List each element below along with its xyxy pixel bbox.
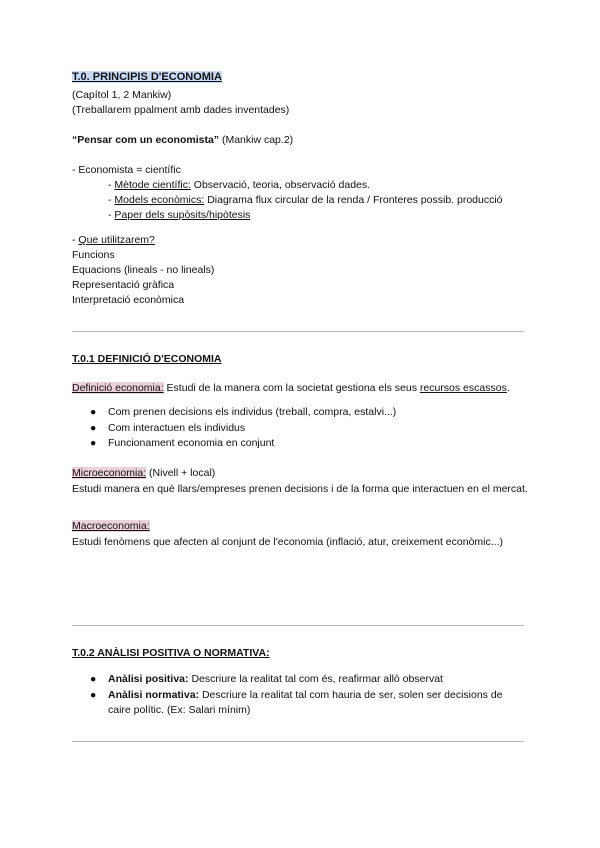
economist-item-label: Paper dels supòsits/hipòtesis <box>114 209 251 221</box>
section-divider <box>72 625 524 626</box>
economist-item: - Paper dels supòsits/hipòtesis <box>108 209 251 221</box>
section-divider <box>72 741 524 742</box>
economist-item: - Models econòmics: Diagrama flux circular de la renda / Fronteres possib. producció <box>108 194 503 206</box>
list-item: ● Com prenen decisions els individus (treball, compra, estalvi...) <box>72 405 528 421</box>
subtitle-line-1: (Capítol 1, 2 Mankiw) <box>72 89 172 101</box>
section-heading: T.0.2 ANÀLISI POSITIVA O NORMATIVA: <box>72 647 270 659</box>
list-item: ● Funcionament economia en conjunt <box>72 436 528 452</box>
use-item: Funcions <box>72 249 115 261</box>
use-label: Que utilitzarem? <box>78 234 155 246</box>
micro-label: Microeconomia: <box>72 466 147 479</box>
section-definition <box>72 352 528 550</box>
think-bold: “Pensar com un economista” <box>72 134 220 146</box>
list-item: ● Anàlisi normativa: Descriure la realitat tal com hauria de ser, solen ser decisions de caire polític. (Ex: Salari mínim) <box>90 688 503 716</box>
micro-text: Estudi manera en què llars/empreses prenen decisions i de la forma que interactuen en el mercat. <box>72 482 528 495</box>
bullet-icon: ● <box>90 673 97 685</box>
economist-intro: - Economista = científic <box>72 164 181 176</box>
bullet-icon: ● <box>90 406 97 418</box>
definition-label: Definició economia: <box>72 382 164 394</box>
economist-item-label: Mètode científic: <box>114 179 191 191</box>
macro-heading <box>72 519 528 534</box>
economist-item-label: Models econòmics: <box>114 194 205 206</box>
bullet-icon: ● <box>90 437 97 449</box>
section-analysis <box>72 646 528 719</box>
macro-text: Estudi fenòmens que afecten al conjunt de l'economia (inflació, atur, creixement econòmic...) <box>72 535 503 548</box>
document-title: T.0. PRINCIPIS D'ECONOMIA <box>72 71 222 83</box>
subtitle-line-2: (Treballarem ppalment amb dades inventades) <box>72 104 290 116</box>
micro-heading: Microeconomia: (Nivell + local) <box>72 466 216 479</box>
economist-item: - Mètode científic: Observació, teoria, observació dades. <box>108 179 371 191</box>
economy-definition: Definició economia: Estudi de la manera com la societat gestiona els seus recursos escassos. <box>72 382 510 394</box>
analysis-bullets <box>72 672 528 719</box>
think-like-economist <box>72 133 528 148</box>
bullet-icon: ● <box>90 688 97 701</box>
use-item: Equacions (lineals - no lineals) <box>72 264 215 276</box>
scarce-resources-link: recursos escassos <box>419 382 507 394</box>
section-heading: T.0.1 DEFINICIÓ D'ECONOMIA <box>72 353 222 365</box>
definition-bullets <box>72 405 528 452</box>
think-rest: (Mankiw cap.2) <box>219 134 294 146</box>
document-page <box>72 70 528 308</box>
use-item: Interpretació econòmica <box>72 294 185 306</box>
list-item: ● Com interactuen els individus <box>72 421 528 437</box>
macro-label: Macroeconomia: <box>72 519 150 532</box>
bullet-icon: ● <box>90 421 97 434</box>
use-item: Representació gràfica <box>72 279 175 291</box>
use-heading: - Que utilitzarem? <box>72 234 155 246</box>
list-item: ● Anàlisi positiva: Descriure la realitat tal com és, reafirmar allò observat <box>72 672 528 688</box>
section-divider <box>72 331 524 332</box>
